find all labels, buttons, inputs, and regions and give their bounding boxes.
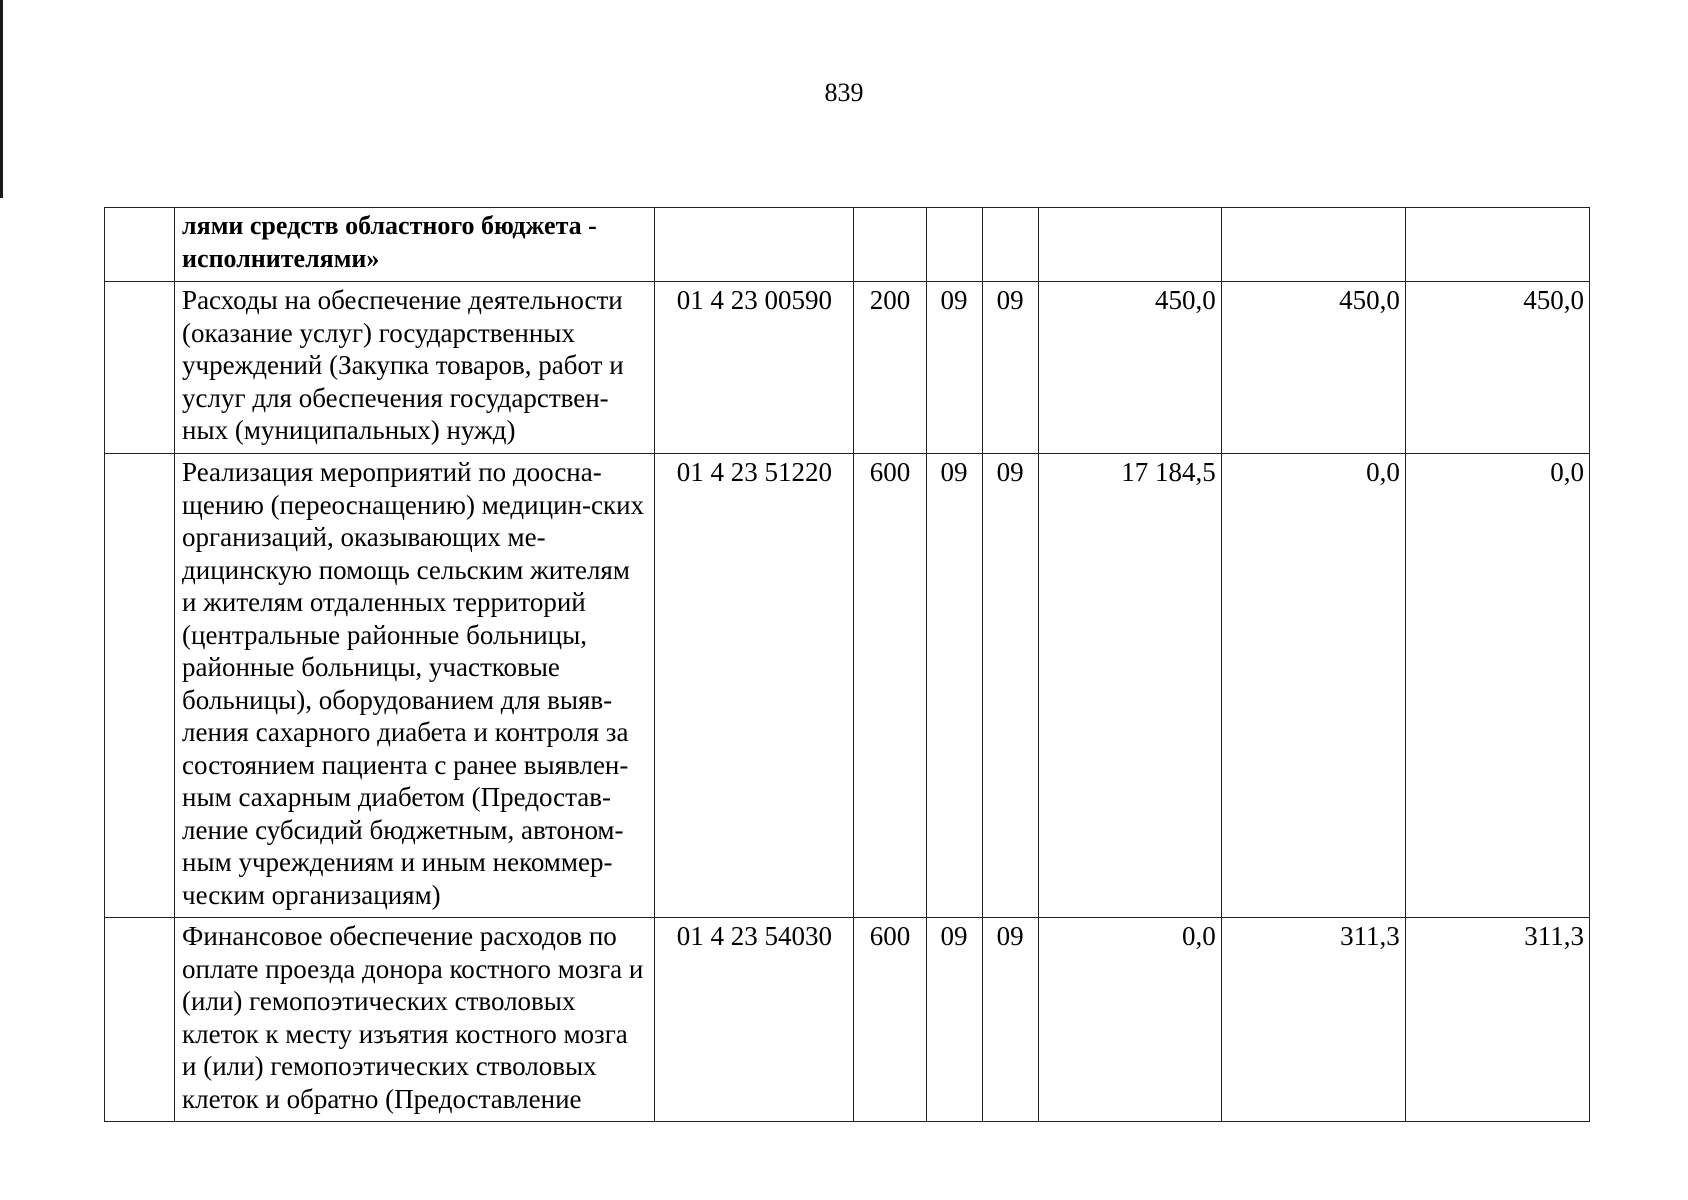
amount-year-1-cell: 17 184,5 [1038,454,1221,918]
section-cell: 09 [926,282,982,454]
table-row [105,918,1590,1122]
row-number-cell [105,282,175,454]
amount-year-3-cell: 0,0 [1405,454,1589,918]
amount-year-3-cell: 311,3 [1405,918,1589,1122]
expense-name-cell: лями средств областного бюджета - исполнителями» [175,208,655,282]
amount-year-1-cell: 0,0 [1038,918,1221,1122]
table-row [105,208,1590,282]
subsection-cell: 09 [982,282,1038,454]
budget-table [104,207,1590,1122]
amount-year-2-cell: 0,0 [1221,454,1405,918]
target-article-code-cell [655,208,854,282]
target-article-code-cell: 01 4 23 54030 [655,918,854,1122]
section-cell [926,208,982,282]
amount-year-1-cell [1038,208,1221,282]
subsection-cell [982,208,1038,282]
table-row [105,282,1590,454]
expense-type-cell: 200 [854,282,926,454]
row-number-cell [105,454,175,918]
expense-name-cell: Реализация мероприятий по доосна-щению (переоснащению) медицин-ских организаций, оказывающих ме-дицинскую помощь сельским жителям и жителям отдаленных территорий (центральные районные больницы, районные больницы, участковые больницы), оборудованием для выяв-ления сахарного диабета и контроля за состоянием пациента с ранее выявлен-ным сахарным диабетом (Предостав-ление субсидий бюджетным, автоном-ным учреждениям и иным некоммер-ческим организациям) [175,454,655,918]
table-row [105,454,1590,918]
amount-year-3-cell [1405,208,1589,282]
expense-type-cell: 600 [854,918,926,1122]
row-number-cell [105,208,175,282]
section-cell: 09 [926,918,982,1122]
expense-type-cell: 600 [854,454,926,918]
expense-type-cell [854,208,926,282]
target-article-code-cell: 01 4 23 51220 [655,454,854,918]
section-cell: 09 [926,454,982,918]
page-number: 839 [824,78,864,107]
row-number-cell [105,918,175,1122]
expense-name-cell: Расходы на обеспечение деятельности (оказание услуг) государственных учреждений (Закупка товаров, работ и услуг для обеспечения государствен-ных (муниципальных) нужд) [175,282,655,454]
subsection-cell: 09 [982,454,1038,918]
amount-year-2-cell: 450,0 [1221,282,1405,454]
amount-year-2-cell [1221,208,1405,282]
subsection-cell: 09 [982,918,1038,1122]
expense-name-cell: Финансовое обеспечение расходов по оплате проезда донора костного мозга и (или) гемопоэтических стволовых клеток к месту изъятия костного мозга и (или) гемопоэтических стволовых клеток и обратно (Предоставление [175,918,655,1122]
amount-year-1-cell: 450,0 [1038,282,1221,454]
target-article-code-cell: 01 4 23 00590 [655,282,854,454]
amount-year-3-cell: 450,0 [1405,282,1589,454]
amount-year-2-cell: 311,3 [1221,918,1405,1122]
